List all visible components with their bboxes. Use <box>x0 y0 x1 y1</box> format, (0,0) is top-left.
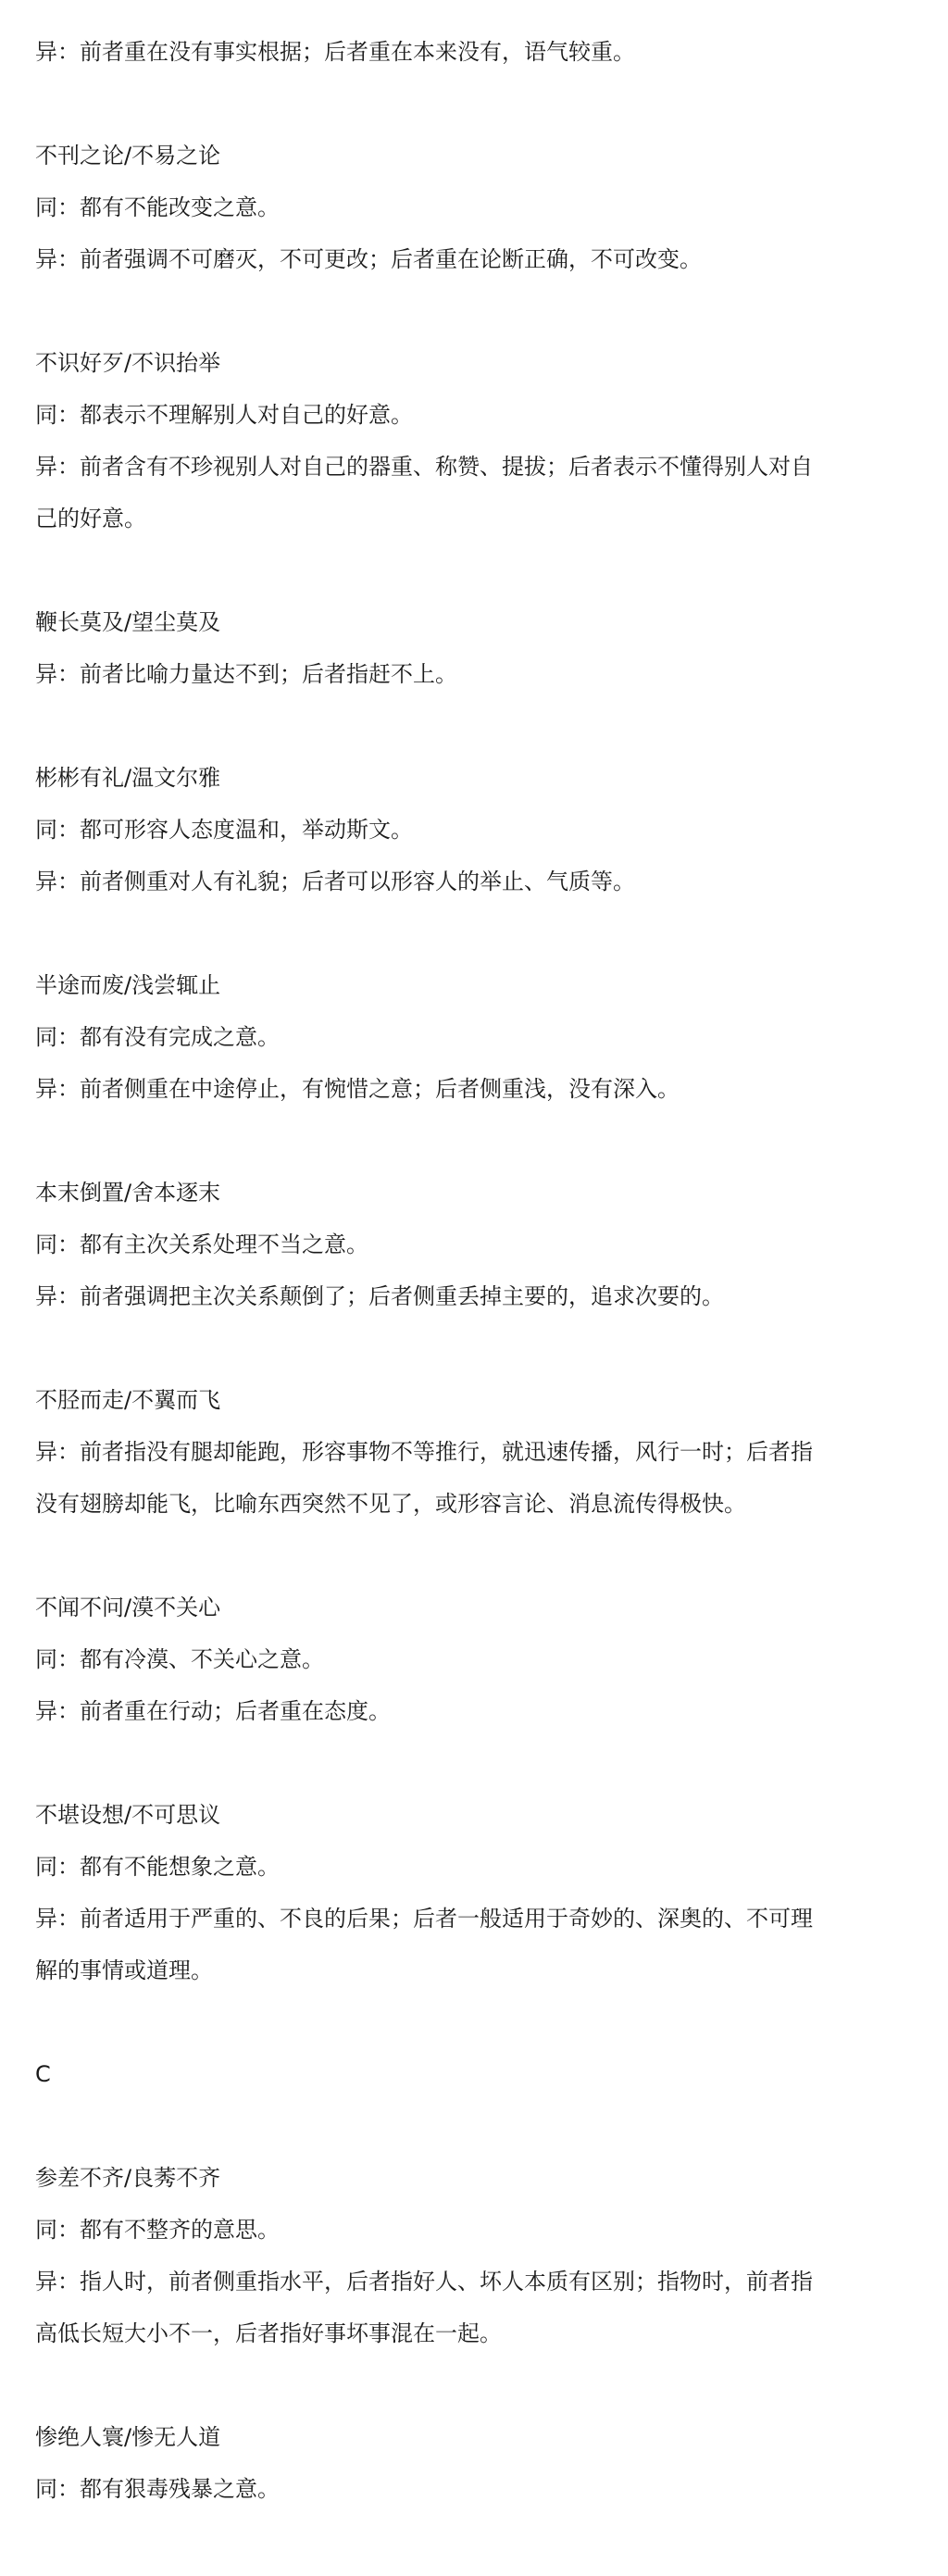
entry <box>35 2411 928 2515</box>
entry-line: 异：前者侧重对人有礼貌；后者可以形容人的举止、气质等。 <box>35 869 635 894</box>
spacer <box>35 1737 928 1789</box>
entry <box>35 752 928 907</box>
entry-title: 不堪设想/不可思议 <box>35 1802 221 1828</box>
entry <box>35 1374 928 1530</box>
spacer <box>35 1322 928 1374</box>
entry-line: 同：都有不能改变之意。 <box>35 194 280 220</box>
section-letter-text: C <box>35 2061 51 2087</box>
spacer <box>35 544 928 596</box>
entry-line: 异：前者重在没有事实根据；后者重在本来没有，语气较重。 <box>35 39 635 65</box>
entry <box>35 596 928 700</box>
entry-line: 异：前者侧重在中途停止，有惋惜之意；后者侧重浅，没有深入。 <box>35 1076 680 1102</box>
entry-line: 同：都有不整齐的意思。 <box>35 2217 280 2243</box>
entry-line: 同：都有狠毒残暴之意。 <box>35 2476 280 2502</box>
entry-line: 异：前者比喻力量达不到；后者指赶不上。 <box>35 661 457 687</box>
entry-title: 本末倒置/舍本逐末 <box>35 1180 221 1206</box>
entry-line: 异：前者强调把主次关系颠倒了；后者侧重丢掉主要的，追求次要的。 <box>35 1283 724 1309</box>
entry-line: 异：前者含有不珍视别人对自己的器重、称赞、提拔；后者表示不懂得别人对自 <box>35 454 813 480</box>
spacer <box>35 2359 928 2411</box>
entry-title: 不识好歹/不识抬举 <box>35 350 221 376</box>
entry-title: 不闻不问/漠不关心 <box>35 1594 221 1620</box>
entry-line: 解的事情或道理。 <box>35 1957 213 1983</box>
spacer <box>35 907 928 959</box>
entry-title: 不胫而走/不翼而飞 <box>35 1387 221 1413</box>
spacer <box>35 700 928 752</box>
spacer <box>35 285 928 337</box>
entry <box>35 1789 928 1996</box>
entry-line: 同：都有没有完成之意。 <box>35 1024 280 1050</box>
entry-line: 没有翅膀却能飞，比喻东西突然不见了，或形容言论、消息流传得极快。 <box>35 1491 746 1517</box>
entry-line: 异：前者指没有腿却能跑，形容事物不等推行，就迅速传播，风行一时；后者指 <box>35 1439 813 1465</box>
entry-line: 同：都有主次关系处理不当之意。 <box>35 1232 368 1257</box>
entry <box>35 1582 928 1737</box>
spacer <box>35 1996 928 2048</box>
spacer <box>35 1530 928 1582</box>
entry <box>35 130 928 285</box>
entry-title: 不刊之论/不易之论 <box>35 143 221 169</box>
entry-line: 同：都有冷漠、不关心之意。 <box>35 1646 324 1672</box>
entry-line: 己的好意。 <box>35 506 146 531</box>
entry-title: 参差不齐/良莠不齐 <box>35 2165 221 2191</box>
entry-line: 同：都表示不理解别人对自己的好意。 <box>35 402 413 428</box>
entry <box>35 959 928 1115</box>
section-letter <box>35 2048 928 2100</box>
entry-title: 彬彬有礼/温文尔雅 <box>35 765 221 791</box>
entry-title: 半途而废/浅尝辄止 <box>35 972 221 998</box>
entry-title: 惨绝人寰/惨无人道 <box>35 2424 221 2450</box>
entry-line: 同：都可形容人态度温和，举动斯文。 <box>35 817 413 843</box>
spacer <box>35 78 928 130</box>
entry-line: 异：指人时，前者侧重指水平，后者指好人、坏人本质有区别；指物时，前者指 <box>35 2269 813 2295</box>
spacer <box>35 2100 928 2152</box>
entry <box>35 337 928 544</box>
entry-line: 异：前者强调不可磨灭，不可更改；后者重在论断正确，不可改变。 <box>35 246 702 272</box>
entry <box>35 26 928 78</box>
entry-line: 高低长短大小不一，后者指好事坏事混在一起。 <box>35 2320 502 2346</box>
entry-line: 同：都有不能想象之意。 <box>35 1854 280 1880</box>
entry <box>35 2152 928 2359</box>
spacer <box>35 1115 928 1167</box>
entry-line: 异：前者重在行动；后者重在态度。 <box>35 1698 391 1724</box>
entry <box>35 1167 928 1322</box>
entry-title: 鞭长莫及/望尘莫及 <box>35 609 221 635</box>
entry-line: 异：前者适用于严重的、不良的后果；后者一般适用于奇妙的、深奥的、不可理 <box>35 1906 813 1932</box>
